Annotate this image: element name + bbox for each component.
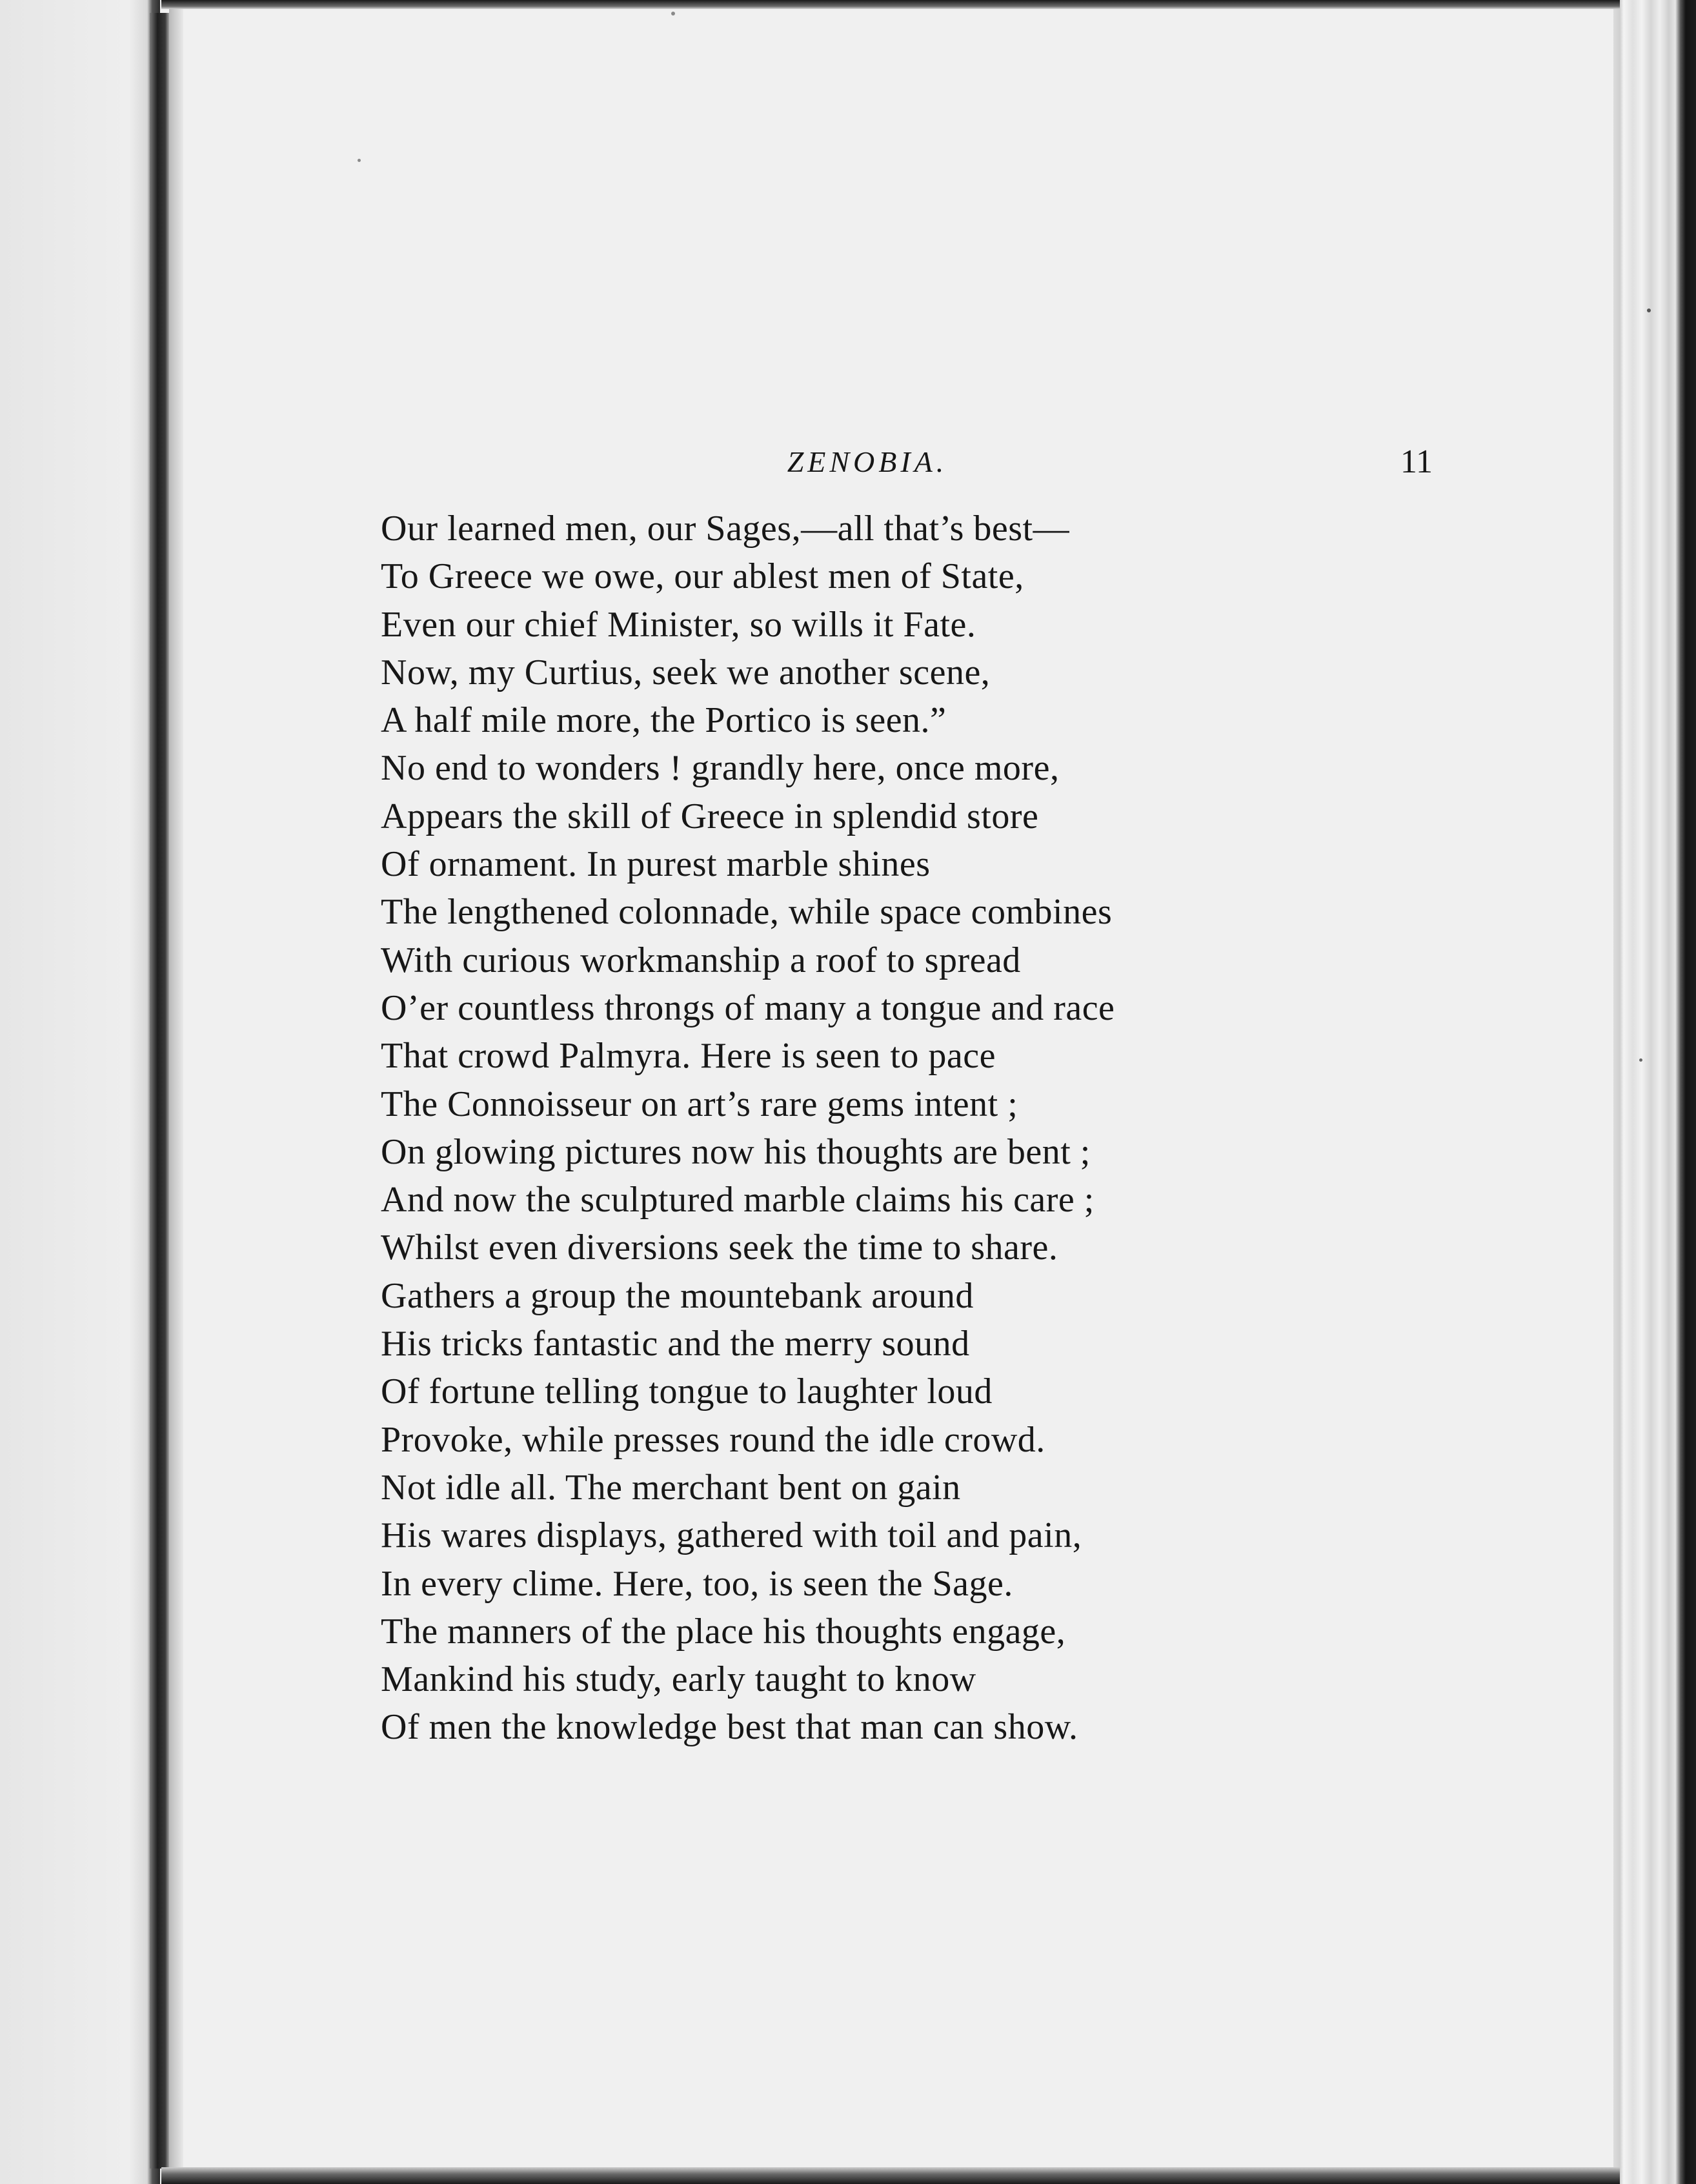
dust-speck [1639, 1058, 1642, 1062]
poem-line: With curious workmanship a roof to spread [381, 940, 1021, 980]
poem-line: The manners of the place his thoughts engage, [381, 1611, 1066, 1652]
poem-line: The Connoisseur on art’s rare gems intent ; [381, 1084, 1018, 1124]
poem-line: Appears the skill of Greece in splendid store [381, 796, 1039, 836]
poem-line: Whilst even diversions seek the time to share. [381, 1228, 1058, 1268]
left-gutter [169, 0, 183, 2184]
dust-speck [671, 12, 675, 15]
poem-line: Of men the knowledge best that man can show. [381, 1707, 1078, 1748]
poem-line: Now, my Curtius, seek we another scene, [381, 652, 991, 693]
poem-line: Mankind his study, early taught to know [381, 1659, 976, 1700]
poem-line: Of fortune telling tongue to laughter loud [381, 1371, 993, 1412]
left-binding-shadow [0, 0, 160, 2184]
poem-line: In every clime. Here, too, is seen the Sage. [381, 1563, 1013, 1604]
poem-line: Gathers a group the mountebank around [381, 1275, 974, 1316]
running-title: ZENOBIA. [787, 445, 948, 478]
poem-line: On glowing pictures now his thoughts are bent ; [381, 1131, 1091, 1172]
poem-line: Even our chief Minister, so wills it Fate. [381, 604, 976, 645]
left-binding-edge [150, 13, 169, 2169]
poem-line: No end to wonders ! grandly here, once more, [381, 748, 1060, 789]
right-page-edges [1613, 0, 1696, 2184]
poem-line: His wares displays, gathered with toil and pain, [381, 1515, 1082, 1556]
page-number: 11 [1400, 443, 1433, 480]
poem-line: Of ornament. In purest marble shines [381, 844, 931, 885]
dust-speck [358, 159, 361, 162]
poem-line: To Greece we owe, our ablest men of State, [381, 556, 1024, 597]
poem-line: Our learned men, our Sages,—all that’s best— [381, 509, 1070, 549]
bottom-scan-border [161, 2167, 1620, 2184]
page-header [0, 436, 1696, 488]
dust-speck [1647, 308, 1651, 312]
poem-line: Not idle all. The merchant bent on gain [381, 1467, 961, 1508]
poem-line: His tricks fantastic and the merry sound [381, 1324, 970, 1364]
poem-line: The lengthened colonnade, while space combines [381, 892, 1113, 933]
top-scan-border [161, 0, 1620, 9]
poem-line: That crowd Palmyra. Here is seen to pace [381, 1036, 996, 1077]
poem-line: Provoke, while presses round the idle crowd. [381, 1419, 1045, 1460]
poem-line: And now the sculptured marble claims his care ; [381, 1180, 1095, 1220]
poem-text [381, 505, 1310, 1752]
poem-line: A half mile more, the Portico is seen.” [381, 700, 947, 741]
poem-line: O’er countless throngs of many a tongue and race [381, 987, 1115, 1028]
